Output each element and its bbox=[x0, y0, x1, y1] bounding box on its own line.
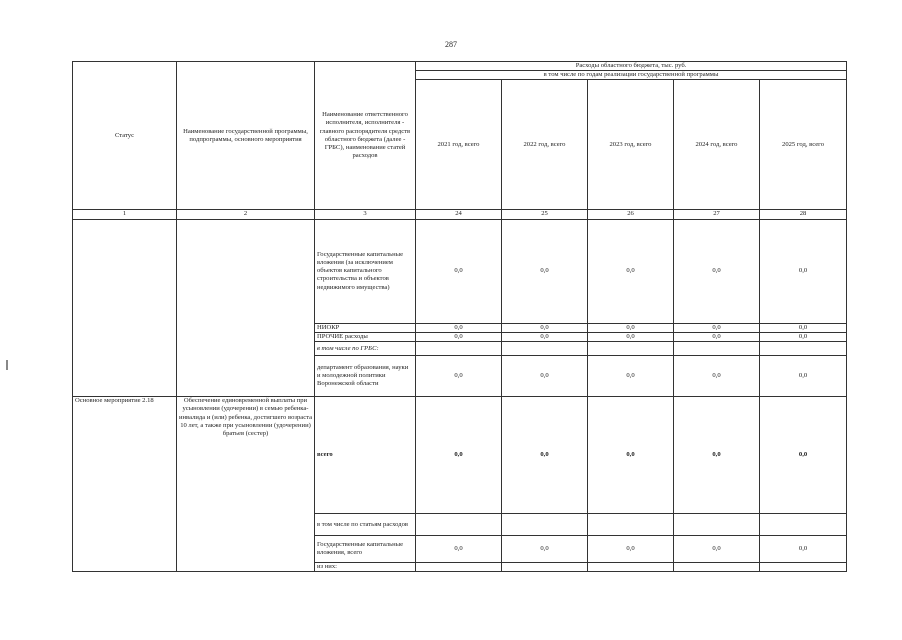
value-cell bbox=[674, 514, 760, 536]
scan-artifact bbox=[6, 360, 8, 370]
value-cell bbox=[760, 342, 847, 356]
value-cell bbox=[588, 342, 674, 356]
value-cell bbox=[416, 514, 502, 536]
header-year: 2023 год, всего bbox=[588, 80, 674, 210]
column-number: 26 bbox=[588, 210, 674, 219]
value-cell: 0,0 bbox=[502, 536, 588, 563]
row-label: всего bbox=[315, 397, 416, 514]
value-cell bbox=[502, 342, 588, 356]
column-number: 28 bbox=[760, 210, 847, 219]
value-cell: 0,0 bbox=[502, 332, 588, 341]
row-label: НИОКР bbox=[315, 323, 416, 332]
header-year: 2024 год, всего bbox=[674, 80, 760, 210]
value-cell: 0,0 bbox=[760, 332, 847, 341]
row-label: Государственные капитальные вложения, всего bbox=[315, 536, 416, 563]
header-year: 2021 год, всего bbox=[416, 80, 502, 210]
header-program-name: Наименование государственной программы, подпрограммы, основного мероприятия bbox=[177, 62, 315, 210]
header-row-1 bbox=[73, 62, 847, 71]
column-numbers-row bbox=[73, 210, 847, 219]
value-cell bbox=[674, 342, 760, 356]
value-cell: 0,0 bbox=[416, 397, 502, 514]
row-label: департамент образования, науки и молодежной политики Воронежской области bbox=[315, 356, 416, 397]
header-executor: Наименование ответственного исполнителя, исполнителя - главного распорядителя средств областного бюджета (далее - ГРБС), наименование статей расходов bbox=[315, 62, 416, 210]
value-cell bbox=[588, 514, 674, 536]
value-cell: 0,0 bbox=[502, 397, 588, 514]
value-cell: 0,0 bbox=[674, 323, 760, 332]
value-cell: 0,0 bbox=[416, 332, 502, 341]
table-row bbox=[73, 219, 847, 323]
column-number: 2 bbox=[177, 210, 315, 219]
header-year: 2022 год, всего bbox=[502, 80, 588, 210]
value-cell: 0,0 bbox=[588, 356, 674, 397]
program-cell-empty bbox=[177, 219, 315, 396]
header-budget-title: Расходы областного бюджета, тыс. руб. bbox=[416, 62, 847, 71]
header-budget-subtitle: в том числе по годам реализации государственной программы bbox=[416, 71, 847, 80]
column-number: 27 bbox=[674, 210, 760, 219]
value-cell bbox=[760, 563, 847, 572]
status-cell: Основное мероприятие 2.18 bbox=[73, 397, 177, 572]
value-cell bbox=[416, 342, 502, 356]
row-label: из них: bbox=[315, 563, 416, 572]
value-cell bbox=[502, 563, 588, 572]
value-cell: 0,0 bbox=[588, 219, 674, 323]
value-cell: 0,0 bbox=[674, 332, 760, 341]
value-cell bbox=[416, 563, 502, 572]
column-number: 25 bbox=[502, 210, 588, 219]
value-cell: 0,0 bbox=[674, 356, 760, 397]
value-cell: 0,0 bbox=[674, 219, 760, 323]
value-cell: 0,0 bbox=[502, 356, 588, 397]
value-cell: 0,0 bbox=[760, 323, 847, 332]
header-status: Статус bbox=[73, 62, 177, 210]
value-cell: 0,0 bbox=[588, 323, 674, 332]
row-label: Государственные капитальные вложения (за исключением объектов капитального строительства и объектов недвижимого имущества) bbox=[315, 219, 416, 323]
value-cell bbox=[588, 563, 674, 572]
status-cell-empty bbox=[73, 219, 177, 396]
value-cell: 0,0 bbox=[416, 323, 502, 332]
value-cell: 0,0 bbox=[760, 397, 847, 514]
row-label: в том числе по статьям расходов bbox=[315, 514, 416, 536]
value-cell: 0,0 bbox=[502, 323, 588, 332]
header-year: 2025 год, всего bbox=[760, 80, 847, 210]
value-cell: 0,0 bbox=[760, 219, 847, 323]
value-cell: 0,0 bbox=[760, 356, 847, 397]
value-cell: 0,0 bbox=[674, 397, 760, 514]
value-cell: 0,0 bbox=[416, 536, 502, 563]
value-cell: 0,0 bbox=[502, 219, 588, 323]
value-cell: 0,0 bbox=[416, 219, 502, 323]
value-cell bbox=[502, 514, 588, 536]
value-cell: 0,0 bbox=[588, 332, 674, 341]
value-cell: 0,0 bbox=[588, 536, 674, 563]
program-name-cell: Обеспечение единовременной выплаты при усыновлении (удочерении) в семью ребенка-инвалида и (или) ребенка, достигшего возраста 10 лет, а также при усыновлении (удочерении) братьев (сестер) bbox=[177, 397, 315, 572]
page-number: 287 bbox=[445, 40, 457, 49]
budget-table bbox=[72, 61, 847, 572]
column-number: 24 bbox=[416, 210, 502, 219]
column-number: 1 bbox=[73, 210, 177, 219]
value-cell: 0,0 bbox=[416, 356, 502, 397]
table-row bbox=[73, 397, 847, 514]
value-cell: 0,0 bbox=[674, 536, 760, 563]
value-cell: 0,0 bbox=[760, 536, 847, 563]
row-label: ПРОЧИЕ расходы bbox=[315, 332, 416, 341]
row-label: в том числе по ГРБС: bbox=[315, 342, 416, 356]
column-number: 3 bbox=[315, 210, 416, 219]
value-cell: 0,0 bbox=[588, 397, 674, 514]
value-cell bbox=[760, 514, 847, 536]
value-cell bbox=[674, 563, 760, 572]
